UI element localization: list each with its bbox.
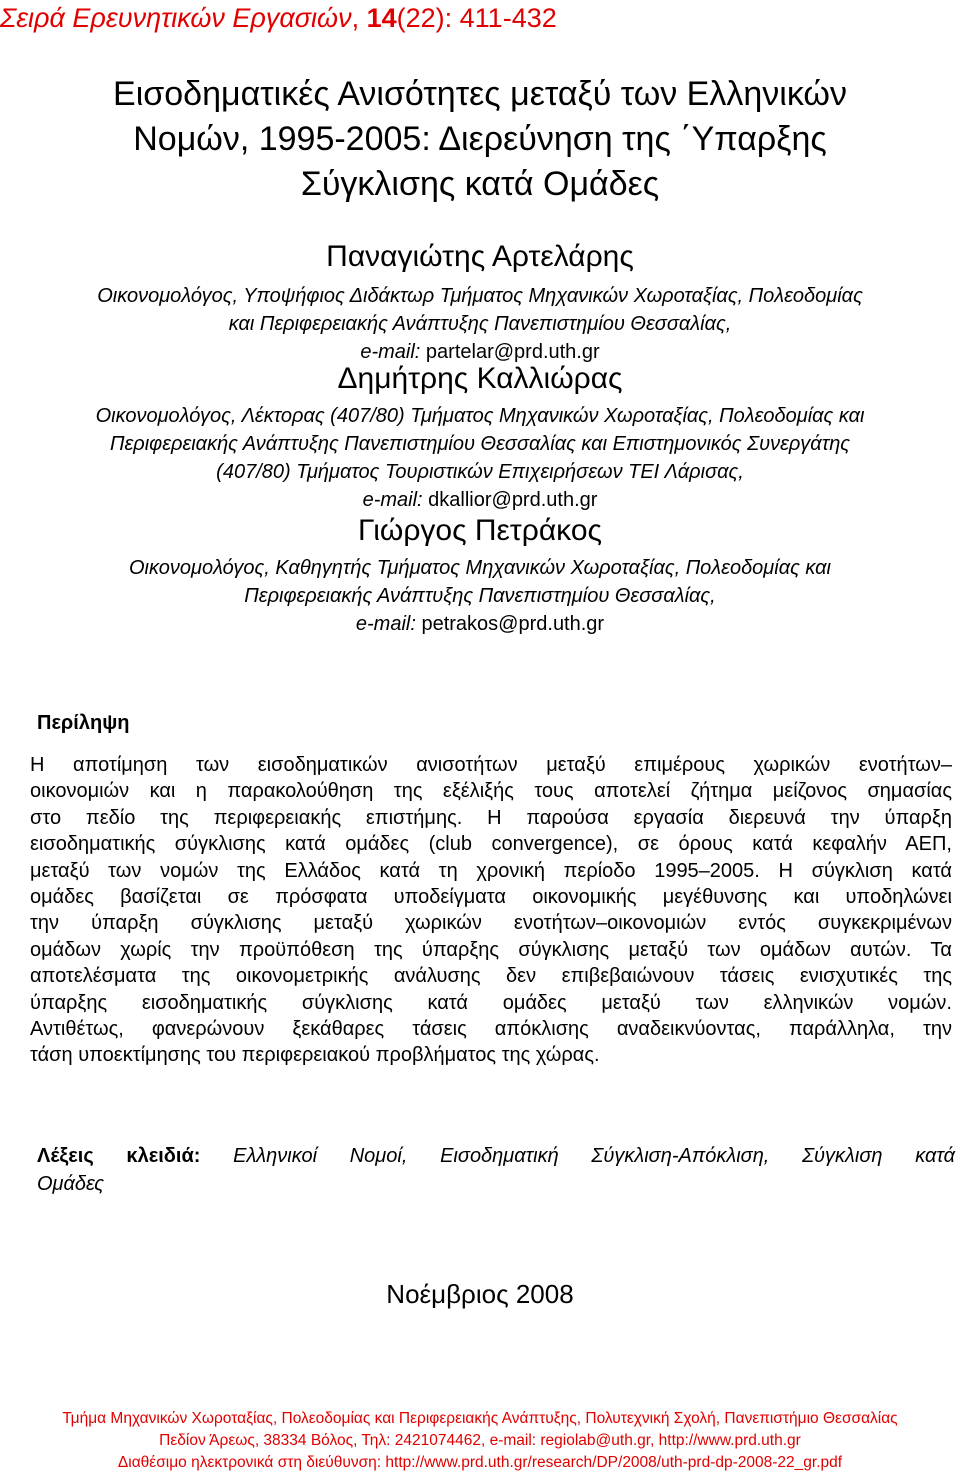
footer-line: Τμήμα Μηχανικών Χωροταξίας, Πολεοδομίας και Περιφερειακής Ανάπτυξης, Πολυτεχνική Σχολή, Πανεπιστήμιο Θεσσαλίας <box>62 1410 898 1427</box>
abstract-line: τάση υποεκτίμησης του περιφερειακού προβλήματος της χώρας. <box>30 1044 600 1067</box>
author-name: Παναγιώτης Αρτελάρης <box>326 240 634 273</box>
email-address[interactable]: dkallior@prd.uth.gr <box>422 489 598 511</box>
abstract-heading: Περίληψη <box>37 712 130 734</box>
abstract-body <box>30 752 952 1069</box>
series-separator: , <box>351 3 367 33</box>
author-name: Δημήτρης Καλλιώρας <box>337 362 623 395</box>
series-header <box>0 2 557 34</box>
publication-date: Νοέμβριος 2008 <box>386 1279 574 1309</box>
abstract-line: μεταξύ των νομών της Ελλάδος κατά τη χρονική περίοδο 1995–2005. Η σύγκλιση κατά <box>30 859 952 882</box>
abstract-line: ομάδων χωρίς την προϋπόθεση της ύπαρξης σύγκλισης μεταξύ των ομάδων αυτών. Τα <box>30 938 952 961</box>
author-block <box>0 362 960 514</box>
keywords-values: Ομάδες <box>37 1173 105 1195</box>
keywords-line <box>37 1142 955 1170</box>
footer-line[interactable]: Διαθέσιμο ηλεκτρονικά στη διεύθυνση: http://www.prd.uth.gr/research/DP/2008/uth-prd-dp-2008-22_gr.pdf <box>117 1454 843 1471</box>
email-label: e-mail: <box>355 613 416 635</box>
author-affiliation-line: Οικονομολόγος, Υποψήφιος Διδάκτωρ Τμήματος Μηχανικών Χωροταξίας, Πολεοδομίας <box>97 285 863 307</box>
abstract-line: την ύπαρξη σύγκλισης μεταξύ χωρικών ενοτήτων–οικονομιών εντός συγκεκριμένων <box>30 912 952 935</box>
abstract-line: στο πεδίο της περιφερειακής επιστήμης. Η παρούσα εργασία διερευνά την ύπαρξη <box>30 806 952 829</box>
author-affiliation-line: Οικονομολόγος, Λέκτορας (407/80) Τμήματος Μηχανικών Χωροταξίας, Πολεοδομίας και <box>95 405 865 427</box>
abstract-line: αποτελέσματα της οικονομετρικής ανάλυσης δεν επιβεβαιώνουν τάσεις ενισχυτικές της <box>30 965 952 988</box>
page-footer <box>0 1408 960 1474</box>
email-address[interactable]: partelar@prd.uth.gr <box>420 341 600 363</box>
author-affiliation-line: Περιφερειακής Ανάπτυξης Πανεπιστημίου Θεσσαλίας, <box>244 585 716 607</box>
paper-title <box>0 72 960 207</box>
author-affiliation-line: και Περιφερειακής Ανάπτυξης Πανεπιστημίου Θεσσαλίας, <box>228 313 732 335</box>
keywords <box>37 1142 955 1198</box>
abstract-line: οικονομιών και η παρακολούθηση της εξέλιξής τους αποτελεί ζήτημα μείζονος σημασίας <box>30 780 952 803</box>
abstract-line: ομάδες βασίζεται σε πρόσφατα υποδείγματα οικονομικής μεγέθυνσης και υποδηλώνει <box>30 886 952 909</box>
email-label: e-mail: <box>362 489 423 511</box>
keywords-label: Λέξεις κλειδιά: <box>37 1145 201 1167</box>
author-block <box>0 514 960 638</box>
author-name: Γιώργος Πετράκος <box>358 514 602 547</box>
title-line: Νομών, 1995-2005: Διερεύνηση της ΄Υπαρξης <box>133 120 827 158</box>
title-line: Σύγκλισης κατά Ομάδες <box>300 165 660 203</box>
email-address[interactable]: petrakos@prd.uth.gr <box>415 613 605 635</box>
abstract-line: ύπαρξης εισοδηματικής σύγκλισης κατά ομάδες μεταξύ των ελληνικών νομών. <box>30 991 952 1014</box>
footer-line: Πεδίον Άρεως, 38334 Βόλος, Τηλ: 2421074462, e-mail: regiolab@uth.gr, http://www.prd.uth.gr <box>159 1432 801 1449</box>
series-name: Σειρά Ερευνητικών Εργασιών <box>0 3 352 33</box>
keywords-line <box>37 1170 955 1198</box>
author-block <box>0 240 960 366</box>
author-affiliation-line: Οικονομολόγος, Καθηγητής Τμήματος Μηχανικών Χωροταξίας, Πολεοδομίας και <box>128 557 831 579</box>
series-issue-pages: (22): 411-432 <box>396 3 557 33</box>
abstract-line: Αντιθέτως, φανερώνουν ξεκάθαρες τάσεις απόκλισης αναδεικνύοντας, παράλληλα, την <box>30 1018 952 1041</box>
keywords-values: Ελληνικοί Νομοί, Εισοδηματική Σύγκλιση-Απόκλιση, Σύγκλιση κατά <box>200 1145 955 1167</box>
email-label: e-mail: <box>360 341 421 363</box>
series-volume: 14 <box>366 3 397 33</box>
author-email <box>0 610 960 638</box>
title-line: Εισοδηματικές Ανισότητες μεταξύ των Ελληνικών <box>113 75 847 113</box>
author-email <box>0 486 960 514</box>
author-affiliation-line: (407/80) Τμήματος Τουριστικών Επιχειρήσεων ΤΕΙ Λάρισας, <box>216 461 744 483</box>
abstract-line: Η αποτίμηση των εισοδηματικών ανισοτήτων μεταξύ επιμέρους χωρικών ενοτήτων– <box>30 754 952 776</box>
abstract-line: εισοδηματικής σύγκλισης κατά ομάδες (club convergence), σε όρους κατά κεφαλήν ΑΕΠ, <box>30 833 952 856</box>
author-affiliation-line: Περιφερειακής Ανάπτυξης Πανεπιστημίου Θεσσαλίας και Επιστημονικός Συνεργάτης <box>109 433 851 455</box>
